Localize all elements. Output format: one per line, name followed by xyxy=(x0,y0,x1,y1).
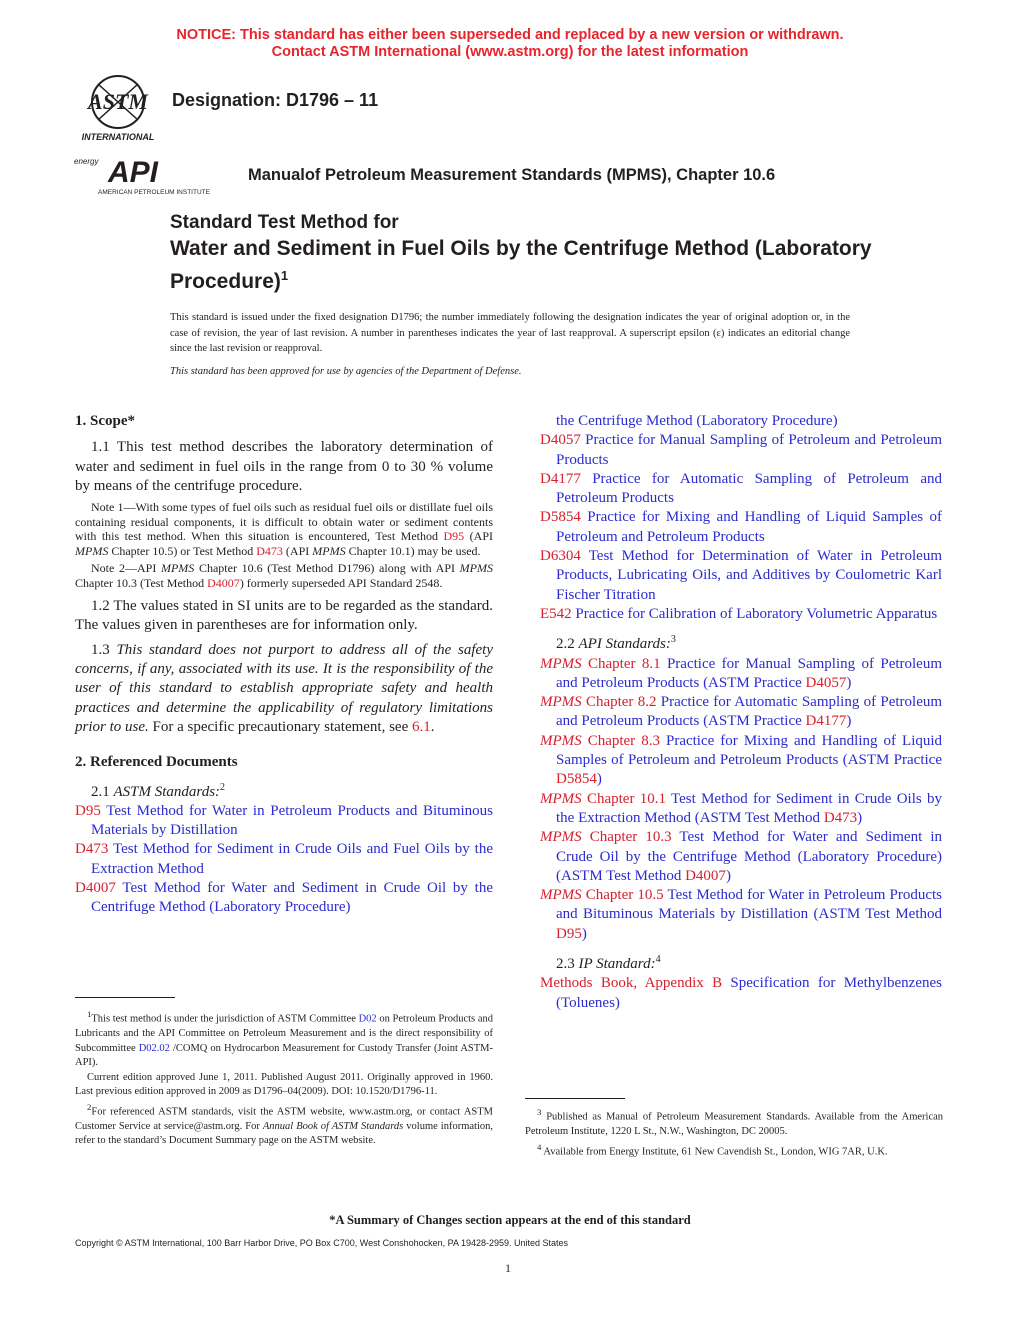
ref-d95[interactable]: D95 Test Method for Water in Petroleum Products and Bituminous Materials by Distillation xyxy=(75,802,494,839)
title-footnote-mark: 1 xyxy=(280,268,289,283)
note-1: Note 1—With some types of fuel oils such as residual fuel oils or distillate fuel oils containing residual components, it is difficult to obtain water or sediment contents with this test method. When this situation is encountered, Test Method D95 (API MPMS Chapter 10.5) or Test Method D473 (API MPMS Chapter 10.1) may be used. xyxy=(75,500,493,558)
dod-statement: This standard has been approved for use by agencies of the Department of Defense. xyxy=(170,366,522,377)
footnote-4: $^4$ Available from Energy Institute, 61 New Cavendish St., London, WIG 7AR, U.K. xyxy=(537,1141,888,1157)
astm-logo-sub: INTERNATIONAL xyxy=(81,132,155,142)
ref-d4177[interactable]: D4177 Practice for Automatic Sampling of Petroleum and Petroleum Products xyxy=(540,470,942,507)
left-column xyxy=(75,412,494,916)
link-d0202[interactable]: D02.02 xyxy=(138,1042,170,1054)
ref-mpms-8-3[interactable]: MPMS Chapter 8.3 Practice for Mixing and Handling of Liquid Samples of Petroleum and Petroleum Products (ASTM Practice D5854) xyxy=(540,732,943,788)
scope-heading: 1. Scope* xyxy=(75,413,135,429)
ref-e542[interactable]: E542 Practice for Calibration of Laboratory Volumetric Apparatus xyxy=(540,605,938,622)
right-footnotes xyxy=(525,1098,943,1160)
ref-d5854[interactable]: D5854 Practice for Mixing and Handling of Liquid Samples of Petroleum and Petroleum Products xyxy=(540,509,942,545)
footnote-3: $^3$ Published as Manual of Petroleum Measurement Standards. Available from the American Petroleum Institute, 1220 L St., N.W., Washington, DC 20005. xyxy=(525,1107,944,1137)
api-logo xyxy=(72,150,242,196)
footnote-rule-right xyxy=(525,1098,625,1099)
ref-mpms-10-1[interactable]: MPMS Chapter 10.1 Test Method for Sediment in Crude Oils by the Extraction Method (ASTM Test Method D473) xyxy=(540,790,943,826)
api-energy-text: energy xyxy=(74,157,99,166)
xref-6-1[interactable]: 6.1 xyxy=(412,718,431,735)
ref-mpms-10-5[interactable]: MPMS Chapter 10.5 Test Method for Water in Petroleum Products and Bituminous Materials by Distillation (ASTM Test Method D95) xyxy=(540,887,943,942)
astm-logo-text: ASTM xyxy=(88,89,148,114)
title-line-1: Standard Test Method for xyxy=(170,212,399,233)
ref-d4007[interactable]: D4007 Test Method for Water and Sediment in Crude Oil by the Centrifuge Method (Laboratory Procedure) xyxy=(75,880,494,916)
ref-mpms-8-1[interactable]: MPMS Chapter 8.1 Practice for Manual Sampling of Petroleum and Petroleum Products (ASTM Practice D4057) xyxy=(540,655,943,691)
footnote-2: $^2$For referenced ASTM standards, visit the ASTM website, www.astm.org, or contact ASTM Customer Service at service@astm.org. For Annual Book of ASTM Standards volume information, refer to the standard’s Document Summary page on the ASTM website. xyxy=(75,1101,493,1146)
astm-standards-label: 2.1 ASTM Standards:$^2$ xyxy=(91,781,226,800)
footnote-1-current: Current edition approved June 1, 2011. Published August 2011. Originally approved in 1960. Last previous edition approved in 2009 as D1796–04(2009). DOI: 10.1520/D1796-11. xyxy=(75,1071,493,1097)
footnote-rule xyxy=(75,997,175,998)
issued-statement: This standard is issued under the fixed designation D1796; the number immediately following the designation indicates the year of original adoption or, in the case of revision, the year of last revision. A number in parentheses indicates the year of last reapproval. A superscript epsilon (ε) indicates an editorial change since the last revision or reapproval. xyxy=(170,312,850,354)
refdocs-heading: 2. Referenced Documents xyxy=(75,754,238,771)
xref-d473[interactable]: D473 xyxy=(256,543,283,558)
title-line-2: Water and Sediment in Fuel Oils by the Centrifuge Method (Laboratory Procedure) xyxy=(170,237,872,293)
footnote-1: $^1$This test method is under the jurisdiction of ASTM Committee D02 on Petroleum Products and Lubricants and the API Committee on Petroleum Measurement and is the direct responsibility of Subcommittee D02.02 /COMQ on Hydrocarbon Measurement for Custody Transfer (Joint ASTM-API). xyxy=(75,1009,493,1068)
ip-standard-label: 2.3 IP Standard:$^4$ xyxy=(556,954,661,973)
ref-ip-methods-book[interactable]: Methods Book, Appendix B Specification for Methylbenzenes (Toluenes) xyxy=(540,975,942,1011)
ref-d4057[interactable]: D4057 Practice for Manual Sampling of Petroleum and Petroleum Products xyxy=(540,432,942,468)
scope-1-1: 1.1 This test method describes the laboratory determination of water and sediment in fuel oils in the range from 0 to 30 % volume by means of the centrifuge procedure. xyxy=(75,439,493,494)
xref-d4007[interactable]: D4007 xyxy=(207,575,240,590)
ref-mpms-8-2[interactable]: MPMS Chapter 8.2 Practice for Automatic Sampling of Petroleum and Petroleum Products (ASTM Practice D4177) xyxy=(540,694,943,730)
right-column xyxy=(540,412,942,1013)
ref-mpms-10-3[interactable]: MPMS Chapter 10.3 Test Method for Water and Sediment in Crude Oil by the Centrifuge Method (Laboratory Procedure) (ASTM Test Method D4007) xyxy=(540,829,943,884)
mpms-chapter: Manualof Petroleum Measurement Standards (MPMS), Chapter 10.6 xyxy=(248,166,776,184)
ref-d6304[interactable]: D6304 Test Method for Determination of Water in Petroleum Products, Lubricating Oils, and Additives by Coulometric Karl Fischer Titration xyxy=(540,548,942,603)
ref-d473[interactable]: D473 Test Method for Sediment in Crude Oils and Fuel Oils by the Extraction Method xyxy=(75,841,494,877)
api-standards-label: 2.2 API Standards:$^3$ xyxy=(556,634,676,653)
api-logo-text: API xyxy=(108,156,159,189)
designation: Designation: D1796 – 11 xyxy=(172,90,379,110)
summary-of-changes-note: *A Summary of Changes section appears at the end of this standard xyxy=(329,1213,691,1227)
title-main xyxy=(170,235,890,295)
api-logo-sub: AMERICAN PETROLEUM INSTITUTE xyxy=(98,189,210,196)
page-number: 1 xyxy=(505,1261,511,1275)
notice-line-2: Contact ASTM International (www.astm.org) for the latest information xyxy=(271,44,749,60)
xref-d95[interactable]: D95 xyxy=(443,529,465,544)
withdrawal-notice xyxy=(0,27,1020,61)
scope-1-3: 1.3 This standard does not purport to address all of the safety concerns, if any, associated with its use. It is the responsibility of the user of this standard to establish appropriate safety and health practices and determine the applicability of regulatory limitations prior to use. For a specific precautionary statement, see 6.1. xyxy=(75,641,494,735)
astm-logo xyxy=(72,72,164,144)
ref-d4007-cont[interactable]: the Centrifuge Method (Laboratory Procedure) xyxy=(556,413,838,429)
copyright: Copyright © ASTM International, 100 Barr Harbor Drive, PO Box C700, West Conshohocken, PA 19428-2959. United States xyxy=(75,1238,569,1248)
left-footnotes xyxy=(75,997,493,1149)
scope-1-2: 1.2 The values stated in SI units are to be regarded as the standard. The values given in parentheses are for information only. xyxy=(75,598,493,634)
note-2: Note 2—API MPMS Chapter 10.6 (Test Method D1796) along with API MPMS Chapter 10.3 (Test Method D4007) formerly superseded API Standard 2548. xyxy=(75,561,493,590)
notice-line-1: NOTICE: This standard has either been superseded and replaced by a new version or withdrawn. xyxy=(176,27,844,43)
link-d02[interactable]: D02 xyxy=(358,1013,377,1025)
